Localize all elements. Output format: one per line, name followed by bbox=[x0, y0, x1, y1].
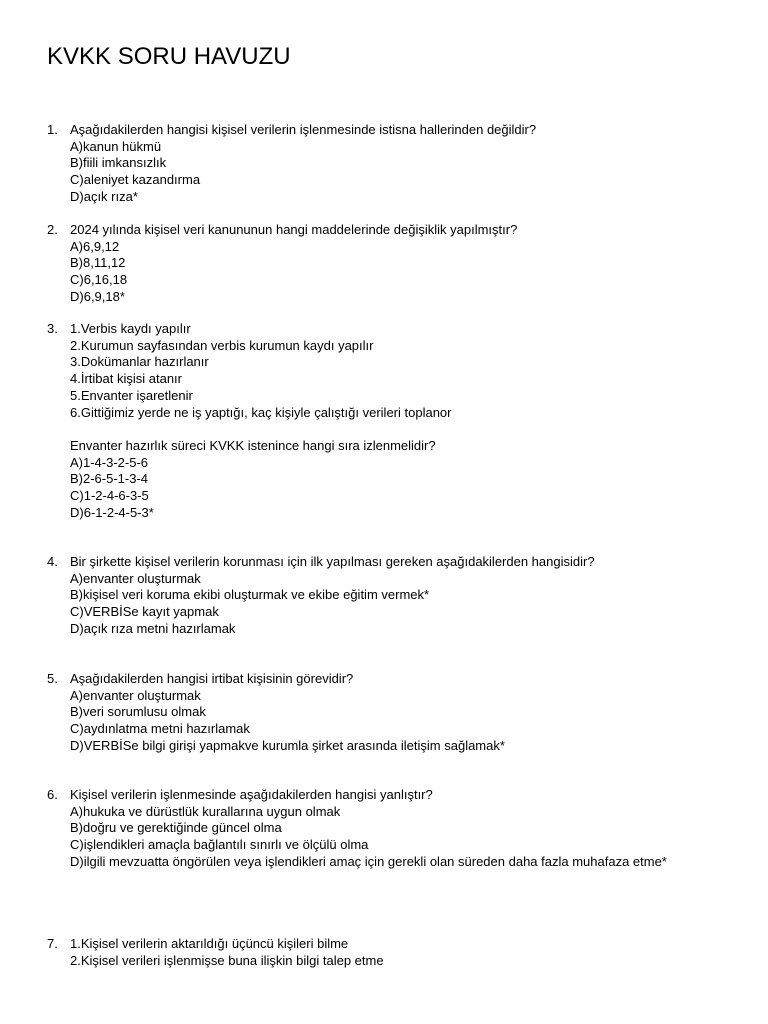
question-text: Kişisel verilerin işlenmesinde aşağıdakilerden hangisi yanlıştır? bbox=[70, 787, 433, 802]
page-title: KVKK SORU HAVUZU bbox=[47, 43, 291, 70]
option-d: D)ilgili mevzuatta öngörülen veya işlendikleri amaç için gerekli olan süreden daha fazla muhafaza etme* bbox=[70, 853, 667, 869]
option-c: C)VERBİSe kayıt yapmak bbox=[70, 604, 219, 620]
option-c: C)1-2-4-6-3-5 bbox=[70, 488, 149, 504]
spacer bbox=[70, 421, 760, 438]
question-number: 5. bbox=[47, 671, 58, 686]
statement-2: 2.Kişisel verileri işlenmişse buna ilişkin bilgi talep etme bbox=[70, 952, 384, 968]
statement-4: 4.İrtibat kişisi atanır bbox=[70, 371, 182, 387]
statement-1: 1.Kişisel verilerin aktarıldığı üçüncü kişileri bilme bbox=[70, 936, 349, 951]
option-b: B)veri sorumlusu olmak bbox=[70, 704, 206, 720]
question-number: 2. bbox=[47, 222, 58, 237]
question-text: Envanter hazırlık süreci KVKK istenince hangi sıra izlenmelidir? bbox=[70, 437, 436, 453]
option-d: D)6-1-2-4-5-3* bbox=[70, 504, 154, 520]
question-body bbox=[70, 222, 760, 306]
option-b: B)kişisel veri koruma ekibi oluşturmak ve ekibe eğitim vermek* bbox=[70, 587, 430, 603]
question-body bbox=[70, 122, 760, 206]
statement-3: 3.Dokümanlar hazırlanır bbox=[70, 354, 209, 370]
question-number: 1. bbox=[47, 122, 58, 137]
question-body bbox=[70, 936, 760, 969]
option-a: A)envanter oluşturmak bbox=[70, 570, 201, 586]
question-number: 6. bbox=[47, 787, 58, 802]
question-text: 2024 yılında kişisel veri kanununun hangi maddelerinde değişiklik yapılmıştır? bbox=[70, 222, 518, 237]
question-number: 7. bbox=[47, 936, 58, 951]
question-body bbox=[70, 554, 760, 638]
option-a: A)hukuka ve dürüstlük kurallarına uygun olmak bbox=[70, 803, 341, 819]
option-c: C)aleniyet kazandırma bbox=[70, 172, 201, 188]
question-text: Aşağıdakilerden hangisi kişisel verilerin işlenmesinde istisna hallerinden değildir? bbox=[70, 122, 537, 137]
option-b: B)doğru ve gerektiğinde güncel olma bbox=[70, 820, 282, 836]
question-number: 3. bbox=[47, 321, 58, 336]
option-d: D)6,9,18* bbox=[70, 288, 125, 304]
statement-5: 5.Envanter işaretlenir bbox=[70, 387, 193, 403]
option-b: B)8,11,12 bbox=[70, 255, 126, 271]
option-b: B)2-6-5-1-3-4 bbox=[70, 471, 149, 487]
question-text: Bir şirkette kişisel verilerin korunması için ilk yapılması gereken aşağıdakilerden hangisidir? bbox=[70, 554, 595, 569]
option-d: D)açık rıza* bbox=[70, 188, 138, 204]
option-c: C)aydınlatma metni hazırlamak bbox=[70, 721, 250, 737]
statement-2: 2.Kurumun sayfasından verbis kurumun kaydı yapılır bbox=[70, 337, 374, 353]
option-c: C)6,16,18 bbox=[70, 272, 128, 288]
statement-1: 1.Verbis kaydı yapılır bbox=[70, 321, 191, 336]
question-body bbox=[70, 787, 760, 871]
option-c: C)işlendikleri amaçla bağlantılı sınırlı ve ölçülü olma bbox=[70, 837, 369, 853]
question-body bbox=[70, 671, 760, 755]
option-a: A)envanter oluşturmak bbox=[70, 687, 201, 703]
option-b: B)fiili imkansızlık bbox=[70, 155, 167, 171]
option-d: D)VERBİSe bilgi girişi yapmakve kurumla şirket arasında iletişim sağlamak* bbox=[70, 737, 505, 753]
statement-6: 6.Gittiğimiz yerde ne iş yaptığı, kaç kişiyle çalıştığı verileri toplanor bbox=[70, 404, 452, 420]
option-a: A)1-4-3-2-5-6 bbox=[70, 454, 149, 470]
question-text: Aşağıdakilerden hangisi irtibat kişisinin görevidir? bbox=[70, 671, 354, 686]
question-body bbox=[70, 321, 760, 521]
option-a: A)6,9,12 bbox=[70, 238, 120, 254]
question-number: 4. bbox=[47, 554, 58, 569]
option-a: A)kanun hükmü bbox=[70, 138, 162, 154]
option-d: D)açık rıza metni hazırlamak bbox=[70, 620, 236, 636]
